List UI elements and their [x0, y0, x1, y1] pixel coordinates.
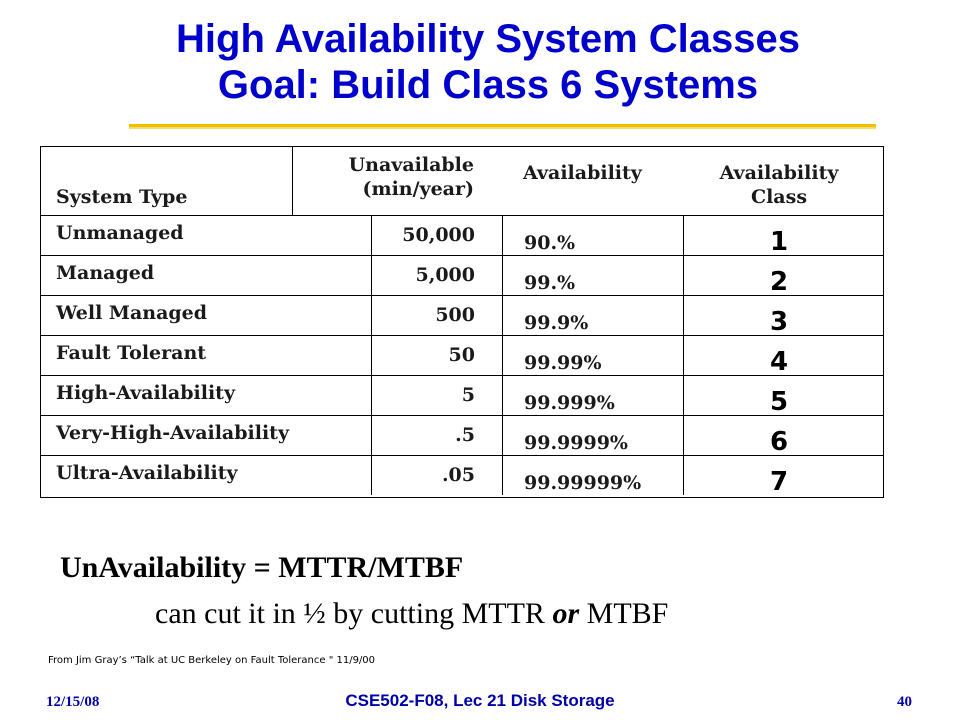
- cell-system-type: Ultra-Availability: [56, 462, 238, 484]
- cell-unavailable: 5,000: [415, 264, 475, 286]
- cell-class: 1: [769, 227, 789, 257]
- cell-availability: 90.%: [524, 232, 576, 254]
- footer-page-number: 40: [897, 694, 912, 710]
- header-unavailable-line1: Unavailable: [348, 154, 474, 176]
- header-unavailable: [296, 153, 474, 201]
- availability-classes-table: [40, 146, 884, 498]
- cell-system-type: Well Managed: [56, 302, 208, 324]
- table-row: [41, 296, 883, 336]
- footer-date: 12/15/08: [46, 694, 100, 710]
- header-unavailable-line2: (min/year): [362, 178, 474, 200]
- header-availability: Availability: [523, 162, 642, 184]
- cell-system-type: High-Availability: [56, 382, 235, 404]
- cell-unavailable: 50: [448, 344, 475, 366]
- cell-availability: 99.999%: [524, 392, 615, 414]
- explanation-text-start: can cut it in ½ by cutting MTTR: [155, 597, 553, 630]
- cell-class: 7: [769, 467, 789, 497]
- header-class-line1: Availability: [719, 162, 839, 184]
- cell-unavailable: .05: [441, 464, 475, 486]
- slide-title: [0, 16, 960, 108]
- header-system-type: System Type: [56, 186, 188, 208]
- explanation-emphasis: or: [552, 597, 580, 630]
- cell-class: 4: [769, 347, 789, 377]
- cell-unavailable: 500: [435, 304, 475, 326]
- cell-class: 3: [769, 307, 789, 337]
- cell-availability: 99.9%: [524, 312, 589, 334]
- cell-unavailable: 50,000: [402, 224, 475, 246]
- cell-availability: 99.9999%: [524, 432, 628, 454]
- formula-explanation: [155, 596, 668, 632]
- cell-unavailable: .5: [455, 424, 475, 446]
- table-row: [41, 336, 883, 376]
- table-row: [41, 376, 883, 416]
- title-underline-rule: [129, 124, 876, 129]
- title-line-1: High Availability System Classes: [176, 17, 800, 61]
- table-row: [41, 216, 883, 256]
- cell-system-type: Managed: [56, 262, 155, 284]
- cell-availability: 99.%: [524, 272, 576, 294]
- footer-course-title: CSE502-F08, Lec 21 Disk Storage: [345, 691, 615, 710]
- cell-system-type: Unmanaged: [56, 222, 184, 244]
- header-divider: [292, 147, 293, 215]
- header-availability-class: [701, 161, 857, 209]
- cell-class: 6: [769, 427, 789, 457]
- cell-unavailable: 5: [461, 384, 475, 406]
- table-row: [41, 256, 883, 296]
- table-header-row: [41, 147, 883, 216]
- cell-availability: 99.99%: [524, 352, 602, 374]
- cell-availability: 99.99999%: [524, 472, 642, 494]
- source-citation: From Jim Gray’s “Talk at UC Berkeley on Fault Tolerance " 11/9/00: [48, 655, 376, 666]
- table-row: [41, 416, 883, 456]
- cell-class: 5: [769, 387, 789, 417]
- cell-system-type: Fault Tolerant: [56, 342, 207, 364]
- cell-class: 2: [769, 267, 789, 297]
- header-class-line2: Class: [750, 186, 808, 208]
- title-line-2: Goal: Build Class 6 Systems: [217, 63, 759, 107]
- cell-system-type: Very-High-Availability: [56, 422, 290, 444]
- explanation-text-end: MTBF: [579, 597, 669, 630]
- unavailability-formula: UnAvailability = MTTR/MTBF: [60, 551, 464, 584]
- table-row: [41, 456, 883, 495]
